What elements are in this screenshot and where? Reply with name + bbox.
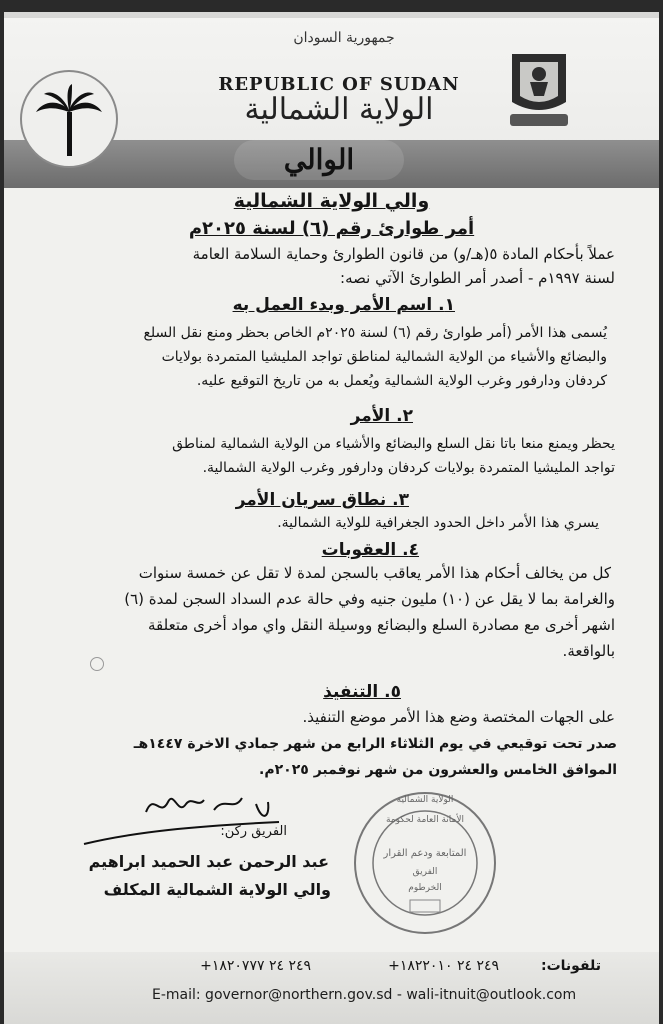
signatory-rank: الفريق ركن:	[220, 824, 287, 839]
section-1-line-2: والبضائع والأشياء من الولاية الشمالية لمناطق تواجد المليشيا المتمردة بولايات	[161, 349, 607, 365]
state-name: الولاية الشمالية	[244, 92, 434, 127]
stamp-inner-line-1: المتابعة ودعم القرار	[383, 848, 467, 859]
handwritten-signature	[74, 782, 294, 852]
signatory-title: والي الولاية الشمالية المكلف	[103, 880, 331, 899]
section-5-title: ٥. التنفيذ	[323, 682, 401, 702]
phone-number-2: +٢٤٩ ٢٤ ١٨٢٠٧٧٧	[200, 958, 311, 974]
section-2-line-2: تواجد المليشيا المتمردة بولايات كردفان ودارفور وغرب الولاية الشمالية.	[202, 460, 615, 476]
palm-tree-logo	[20, 70, 118, 168]
issuer-heading: والي الولاية الشمالية	[233, 190, 430, 212]
office-title: الوالي	[234, 140, 404, 180]
signatory-name: عبد الرحمن عبد الحميد ابراهيم	[88, 852, 329, 871]
section-1-title: ١. اسم الأمر وبدء العمل به	[232, 295, 455, 315]
palm-tree-icon	[22, 72, 116, 166]
footer-email: E-mail: governor@northern.gov.sd - wali-itnuit@outlook.com	[152, 987, 577, 1003]
section-1-line-3: كردفان ودارفور وغرب الولاية الشمالية ويُعمل به من تاريخ التوقيع عليه.	[196, 373, 607, 389]
stamp-ring-text: الأمانة العامة لحكومة	[385, 815, 465, 825]
section-4-line-1: كل من يخالف أحكام هذا الأمر يعاقب بالسجن لمدة لا تقل عن خمسة سنوات	[138, 564, 611, 582]
section-1-line-1: يُسمى هذا الأمر (أمر طوارئ رقم (٦) لسنة ٢٠٢٥م الخاص بحظر ومنع نقل السلع	[143, 325, 607, 341]
stamp-inner-line-3: الخرطوم	[408, 883, 442, 893]
section-3-title: ٣. نطاق سريان الأمر	[235, 490, 409, 510]
order-title: أمر طوارئ رقم (٦) لسنة ٢٠٢٥م	[188, 218, 475, 239]
stamp-top-text: الولاية الشمالية	[396, 795, 454, 805]
stamp-inner-line-2: الفريق	[412, 867, 438, 877]
document-page	[4, 12, 659, 1024]
section-4-line-4: بالواقعة.	[562, 642, 615, 660]
top-edge	[4, 12, 659, 18]
section-2-title: ٢. الأمر	[350, 406, 413, 426]
section-5-line-1: على الجهات المختصة وضع هذا الأمر موضع التنفيذ.	[302, 708, 615, 726]
phones-label: تلفونات:	[540, 958, 601, 974]
issued-line-2: الموافق الخامس والعشرون من شهر نوفمبر ٢٠٢٥م.	[259, 762, 617, 778]
issued-line-1: صدر تحت توقيعي في يوم الثلاثاء الرابع من شهر جمادي الاخرة ١٤٤٧هـ	[133, 736, 617, 752]
section-3-line-1: يسري هذا الأمر داخل الحدود الجغرافية للولاية الشمالية.	[277, 515, 599, 531]
scan-artifact	[90, 657, 104, 671]
sudan-emblem	[504, 44, 574, 136]
section-4-title: ٤. العقوبات	[321, 540, 419, 560]
phone-number-1: +٢٤٩ ٢٤ ١٨٢٢٠١٠	[388, 958, 499, 974]
republic-arabic-calligraphy: جمهورية السودان	[293, 30, 395, 46]
section-2-line-1: يحظر ويمنع منعا باتا نقل السلع والبضائع والأشياء من الولاية الشمالية لمناطق	[172, 436, 615, 452]
official-stamp	[350, 788, 500, 938]
secretary-bird-emblem-icon	[504, 44, 574, 136]
intro-line-2: لسنة ١٩٩٧م - أصدر أمر الطوارئ الآتي نصه:	[340, 269, 615, 287]
section-4-line-3: اشهر أخرى مع مصادرة السلع والبضائع ووسيلة النقل واي مواد أخرى متعلقة	[148, 616, 615, 634]
intro-line-1: عملاً بأحكام المادة ٥(هـ/و) من قانون الطوارئ وحماية السلامة العامة	[192, 245, 615, 263]
republic-english: REPUBLIC OF SUDAN	[218, 74, 460, 95]
section-4-line-2: والغرامة بما لا يقل عن (١٠) مليون جنيه وفي حالة عدم السداد السجن لمدة (٦)	[124, 590, 615, 608]
